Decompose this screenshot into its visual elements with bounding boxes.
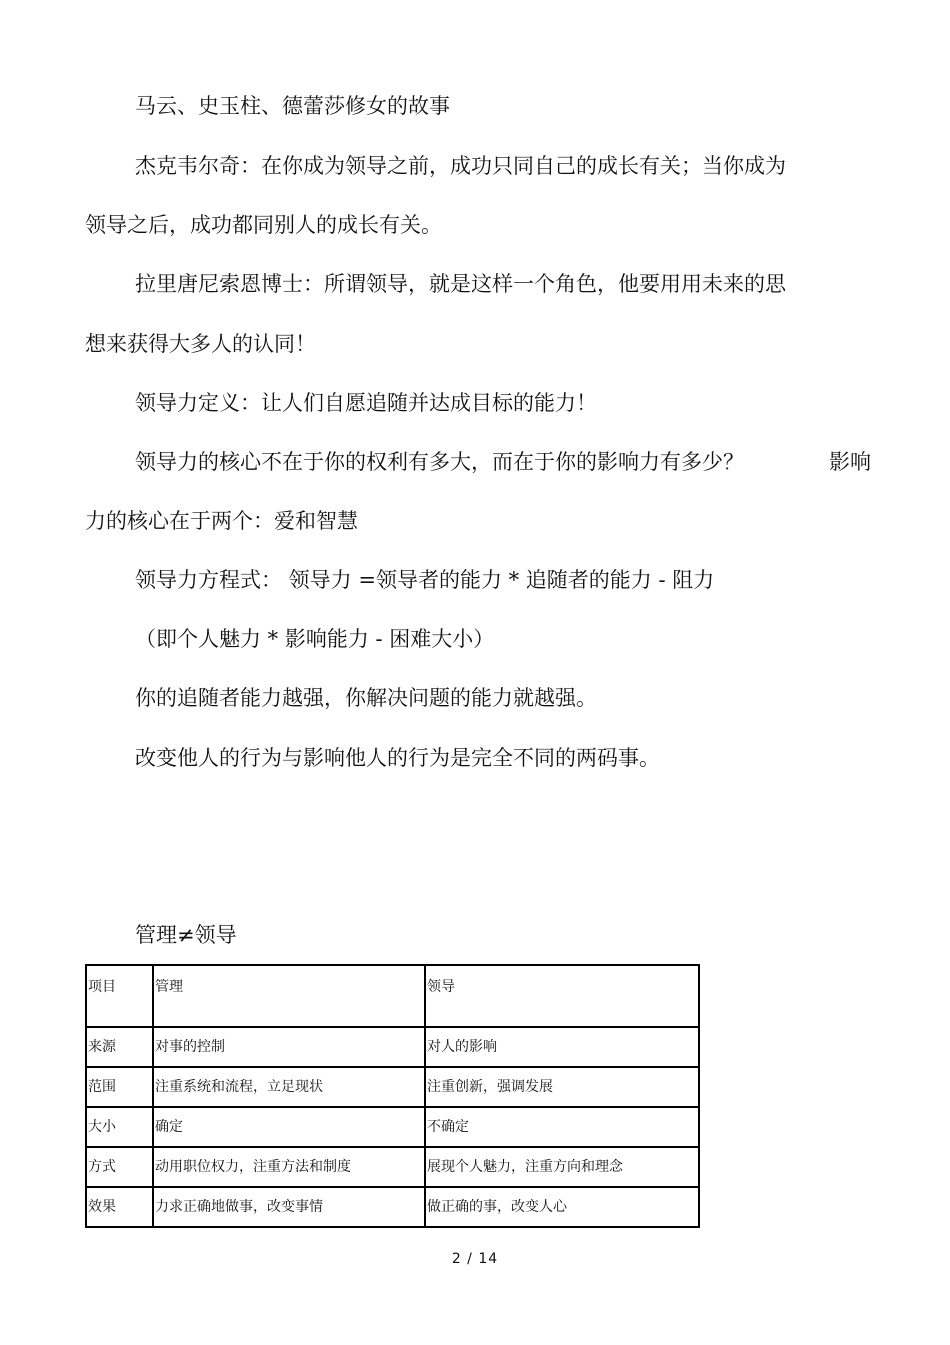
table-header-row bbox=[86, 965, 699, 1027]
table-row bbox=[86, 1107, 699, 1147]
table-cell: 做正确的事，改变人心 bbox=[425, 1187, 699, 1227]
table-row bbox=[86, 1187, 699, 1227]
table-title: 管理≠领导 bbox=[135, 923, 237, 947]
paragraph-formula-note: （即个人魅力 * 影响能力 - 困难大小） bbox=[135, 627, 495, 651]
table-cell: 注重创新，强调发展 bbox=[425, 1067, 699, 1107]
header-cell: 领导 bbox=[425, 965, 699, 1027]
table-cell: 方式 bbox=[86, 1147, 153, 1187]
paragraph-thornton-line2: 想来获得大多人的认同！ bbox=[85, 332, 316, 356]
table-cell: 范围 bbox=[86, 1067, 153, 1107]
table-cell: 效果 bbox=[86, 1187, 153, 1227]
table-cell: 来源 bbox=[86, 1027, 153, 1067]
table-row bbox=[86, 1067, 699, 1107]
paragraph-core-line1-end: 影响 bbox=[829, 450, 871, 474]
paragraph-welch-line1: 杰克韦尔奇：在你成为领导之前，成功只同自己的成长有关；当你成为 bbox=[135, 154, 786, 178]
header-cell: 管理 bbox=[153, 965, 425, 1027]
comparison-table bbox=[85, 964, 700, 1228]
page-number: 2 / 14 bbox=[451, 1251, 499, 1267]
table-cell: 力求正确地做事，改变事情 bbox=[153, 1187, 425, 1227]
table-cell: 展现个人魅力，注重方向和理念 bbox=[425, 1147, 699, 1187]
paragraph-welch-line2: 领导之后，成功都同别人的成长有关。 bbox=[85, 213, 442, 237]
paragraph-story: 马云、史玉柱、德蕾莎修女的故事 bbox=[135, 94, 450, 118]
table-cell: 对人的影响 bbox=[425, 1027, 699, 1067]
table-cell: 不确定 bbox=[425, 1107, 699, 1147]
paragraph-core-line2: 力的核心在于两个：爱和智慧 bbox=[85, 509, 358, 533]
paragraph-definition: 领导力定义：让人们自愿追随并达成目标的能力！ bbox=[135, 391, 597, 415]
paragraph-behavior: 改变他人的行为与影响他人的行为是完全不同的两码事。 bbox=[135, 746, 660, 770]
table-cell: 大小 bbox=[86, 1107, 153, 1147]
table-cell: 对事的控制 bbox=[153, 1027, 425, 1067]
table-cell: 注重系统和流程，立足现状 bbox=[153, 1067, 425, 1107]
table-cell: 确定 bbox=[153, 1107, 425, 1147]
paragraph-thornton-line1: 拉里唐尼索恩博士：所谓领导，就是这样一个角色，他要用用未来的思 bbox=[135, 272, 786, 296]
paragraph-core-line1: 领导力的核心不在于你的权利有多大，而在于你的影响力有多少？ bbox=[135, 450, 744, 474]
paragraph-followers: 你的追随者能力越强，你解决问题的能力就越强。 bbox=[135, 686, 597, 710]
table-cell: 动用职位权力，注重方法和制度 bbox=[153, 1147, 425, 1187]
paragraph-formula: 领导力方程式： 领导力 =领导者的能力 * 追随者的能力 - 阻力 bbox=[135, 568, 715, 592]
table-row bbox=[86, 1147, 699, 1187]
table-row bbox=[86, 1027, 699, 1067]
header-cell: 项目 bbox=[86, 965, 153, 1027]
